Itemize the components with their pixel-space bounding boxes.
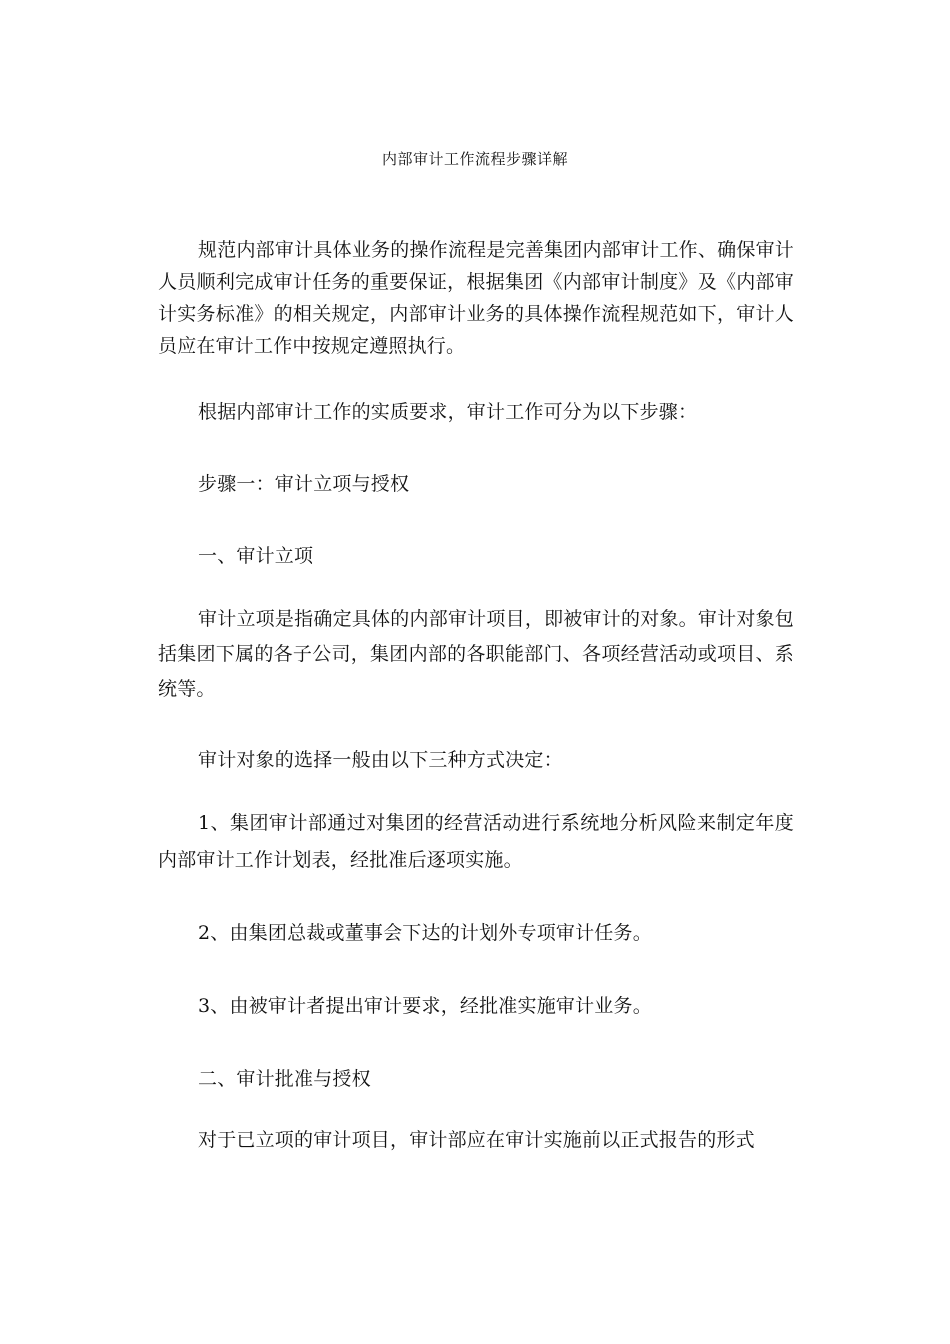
- steps-overview-paragraph: 根据内部审计工作的实质要求，审计工作可分为以下步骤：: [198, 401, 698, 423]
- list-item-1: 1、集团审计部通过对集团的经营活动进行系统地分析风险来制定年度内部审计工作计划表，经批准后逐项实施。: [158, 812, 794, 871]
- section-two-heading: 二、审计批准与授权: [198, 1068, 371, 1090]
- intro-paragraph: 规范内部审计具体业务的操作流程是完善集团内部审计工作、确保审计人员顺利完成审计任务的重要保证，根据集团《内部审计制度》及《内部审计实务标准》的相关规定，内部审计业务的具体操作流程规范如下，审计人员应在审计工作中按规定遵照执行。: [158, 239, 794, 357]
- selection-methods-paragraph: 审计对象的选择一般由以下三种方式决定：: [198, 749, 563, 771]
- approval-paragraph: 对于已立项的审计项目，审计部应在审计实施前以正式报告的形式: [198, 1129, 755, 1151]
- document-title: 内部审计工作流程步骤详解: [381, 150, 568, 168]
- list-item-3: 3、由被审计者提出审计要求，经批准实施审计业务。: [198, 995, 652, 1017]
- step-one-heading: 步骤一：审计立项与授权: [198, 473, 410, 495]
- audit-project-definition-paragraph: 审计立项是指确定具体的内部审计项目，即被审计的对象。审计对象包括集团下属的各子公司，集团内部的各职能部门、各项经营活动或项目、系统等。: [158, 608, 794, 700]
- list-item-2: 2、由集团总裁或董事会下达的计划外专项审计任务。: [198, 922, 652, 944]
- section-one-heading: 一、审计立项: [198, 545, 314, 567]
